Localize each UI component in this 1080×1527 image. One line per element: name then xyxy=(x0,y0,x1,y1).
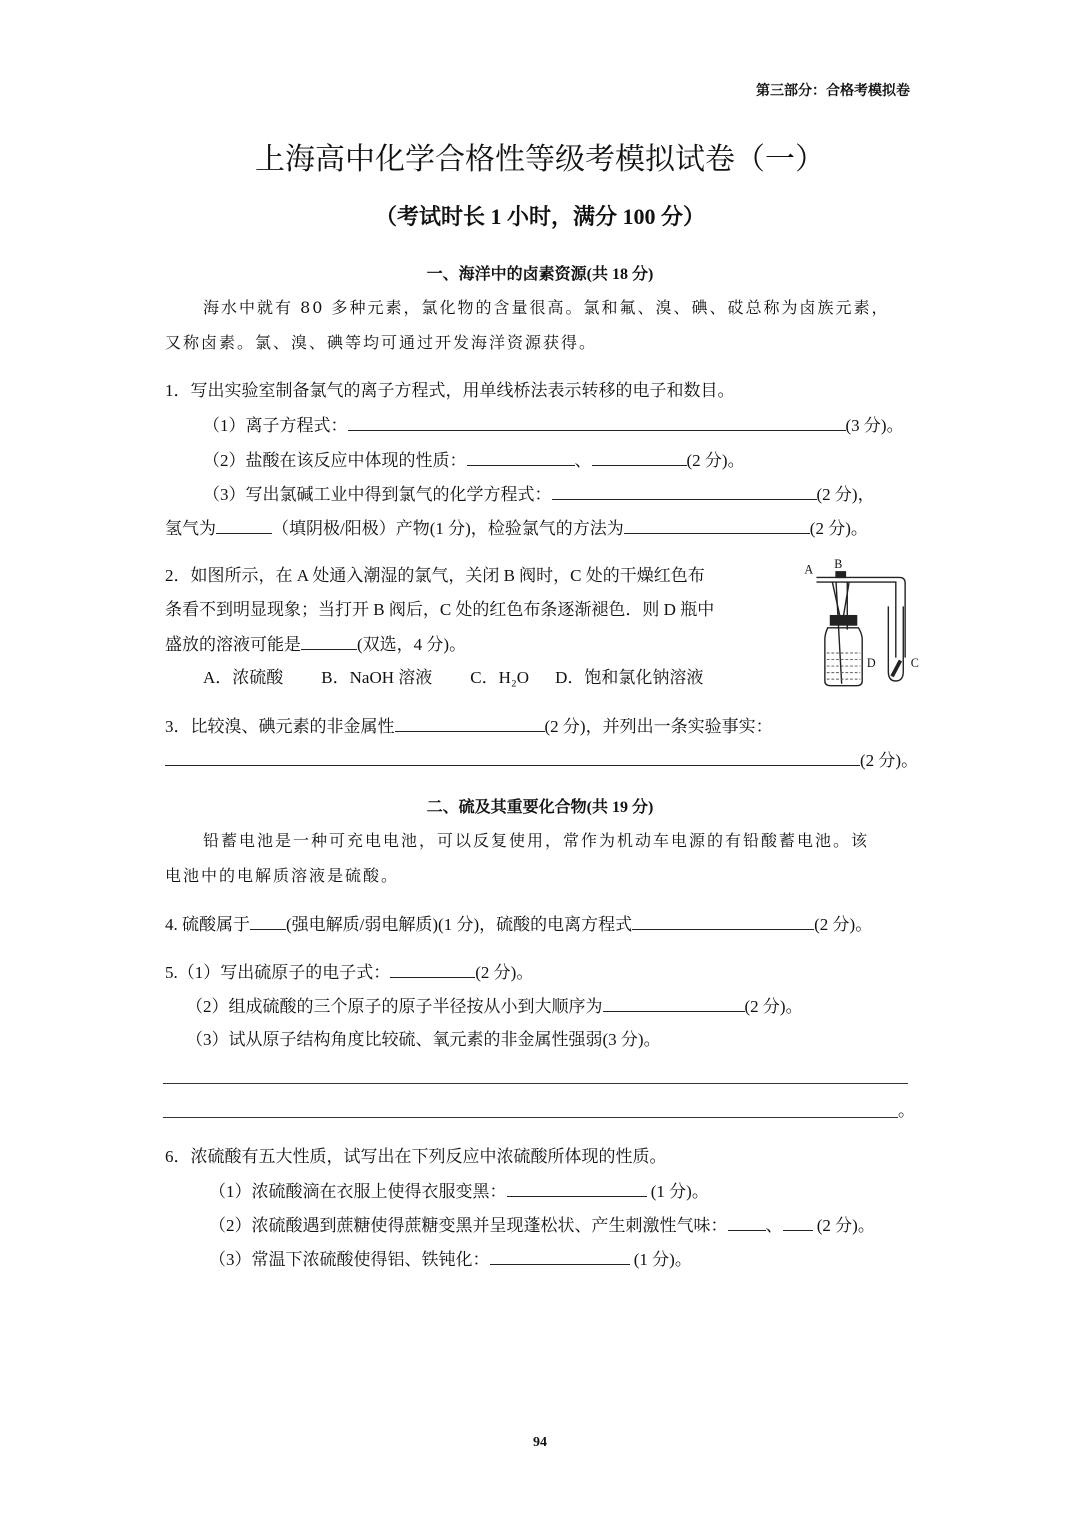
answer-line[interactable] xyxy=(163,1083,908,1084)
text: 盛放的溶液可能是 xyxy=(165,635,301,654)
section-2-heading: 二、硫及其重要化合物(共 19 分) xyxy=(426,799,654,816)
label-a: A xyxy=(804,562,814,577)
question-5-part2 xyxy=(186,995,803,1018)
separator: 、 xyxy=(574,451,592,470)
question-2-line2: 条看不到明显现象；当打开 B 阀后，C 处的红色布条逐渐褪色．则 D 瓶中 xyxy=(165,600,715,619)
question-1: 1．写出实验室制备氯气的离子方程式，用单线桥法表示转移的电子和数目。 xyxy=(165,381,735,400)
period: 。 xyxy=(898,1101,915,1120)
text: 氢气为 xyxy=(165,519,216,538)
question-2-line3 xyxy=(165,633,466,656)
q1a-text: （1）离子方程式： xyxy=(203,416,348,435)
question-6-part3 xyxy=(209,1248,692,1271)
s1-intro-1: 海水中就有 80 多种元素，氯化物的含量很高。氯和氟、溴、碘、砹总称为卤族元素， xyxy=(203,298,890,317)
label-c: C xyxy=(910,656,919,670)
answer-blank[interactable] xyxy=(395,715,545,732)
answer-blank[interactable] xyxy=(603,995,745,1012)
text: （1）浓硫酸滴在衣服上使得衣服变黑： xyxy=(209,1182,507,1201)
q1c-text: （3）写出氯碱工业中得到氯气的化学方程式： xyxy=(203,485,552,504)
page-subtitle: （考试时长 1 小时，满分 100 分） xyxy=(374,204,705,229)
s1-intro-2: 又称卤素。氯、溴、碘等均可通过开发海洋资源获得。 xyxy=(165,333,598,352)
question-6-part2 xyxy=(209,1214,875,1237)
s2-intro-1: 铅蓄电池是一种可充电电池，可以反复使用，常作为机动车电源的有铅酸蓄电池。该 xyxy=(203,831,870,850)
q1-part3-cont xyxy=(165,517,868,540)
q1b-text: （2）盐酸在该反应中体现的性质： xyxy=(203,451,467,470)
question-3-answer xyxy=(165,749,918,772)
text: （2）浓硫酸遇到蔗糖使得蔗糖变黑并呈现蓬松状、产生刺激性气味： xyxy=(209,1216,728,1235)
answer-blank[interactable] xyxy=(165,749,860,766)
answer-blank[interactable] xyxy=(390,961,475,978)
answer-blank[interactable] xyxy=(216,517,272,534)
score: (1 分)。 xyxy=(646,1182,709,1201)
text: （2）组成硫酸的三个原子的原子半径按从小到大顺序为 xyxy=(186,997,603,1016)
gas-washing-apparatus-diagram xyxy=(795,555,935,695)
score: (2 分)。 xyxy=(475,963,534,982)
text: （3）常温下浓硫酸使得铝、铁钝化： xyxy=(209,1250,490,1269)
text: 3．比较溴、碘元素的非金属性 xyxy=(165,717,395,736)
score: (3 分)。 xyxy=(845,416,904,435)
text: (2 分)，并列出一条实验事实： xyxy=(544,717,773,736)
section-1-heading: 一、海洋中的卤素资源(共 18 分) xyxy=(426,266,654,283)
q1-part3 xyxy=(203,483,875,506)
score: (1 分)。 xyxy=(629,1250,692,1269)
text: （填阴极/阳极）产物(1 分)，检验氯气的方法为 xyxy=(272,519,624,538)
score: (2 分)。 xyxy=(809,519,868,538)
answer-blank[interactable] xyxy=(552,483,817,500)
question-4 xyxy=(165,913,872,936)
score: (2 分)。 xyxy=(686,451,745,470)
text: 5.（1）写出硫原子的电子式： xyxy=(165,963,391,982)
answer-blank[interactable] xyxy=(728,1214,766,1231)
score: (2 分)。 xyxy=(860,751,919,770)
question-6: 6．浓硫酸有五大性质，试写出在下列反应中浓硫酸所体现的性质。 xyxy=(165,1147,667,1166)
answer-blank[interactable] xyxy=(467,449,575,466)
option-c[interactable]: C．H₂O xyxy=(470,668,530,687)
score: (2 分)。 xyxy=(812,1216,875,1235)
q1-part1 xyxy=(203,414,904,437)
question-6-part1 xyxy=(209,1180,709,1203)
answer-blank[interactable] xyxy=(348,414,846,431)
answer-blank[interactable] xyxy=(301,633,357,650)
answer-line[interactable] xyxy=(163,1117,898,1118)
answer-blank[interactable] xyxy=(632,913,814,930)
answer-blank[interactable] xyxy=(507,1180,647,1197)
question-2-line1: 2．如图所示，在 A 处通入潮湿的氯气，关闭 B 阀时，C 处的干燥红色布 xyxy=(165,566,705,585)
running-header: 第三部分：合格考模拟卷 xyxy=(756,82,910,98)
answer-blank[interactable] xyxy=(783,1214,813,1231)
separator: 、 xyxy=(765,1216,783,1235)
text: (强电解质/弱电解质)(1 分)，硫酸的电离方程式 xyxy=(286,915,633,934)
score: (2 分)， xyxy=(816,485,875,504)
score: (2 分)。 xyxy=(744,997,803,1016)
text: 4. 硫酸属于 xyxy=(165,915,250,934)
question-5-part1 xyxy=(165,961,533,984)
q1-part2 xyxy=(203,449,745,472)
label-b: B xyxy=(834,557,843,572)
option-b[interactable]: B．NaOH 溶液 xyxy=(321,668,433,687)
answer-blank[interactable] xyxy=(624,517,810,534)
option-d[interactable]: D．饱和氯化钠溶液 xyxy=(555,668,704,687)
page-number: 94 xyxy=(533,1435,547,1450)
score: (2 分)。 xyxy=(814,915,873,934)
answer-blank[interactable] xyxy=(490,1248,630,1265)
text: (双选，4 分)。 xyxy=(357,635,467,654)
question-5-part3: （3）试从原子结构角度比较硫、氧元素的非金属性强弱(3 分)。 xyxy=(186,1030,661,1049)
option-a[interactable]: A．浓硫酸 xyxy=(203,668,284,687)
q2-options xyxy=(203,667,703,689)
answer-blank[interactable] xyxy=(592,449,687,466)
label-d: D xyxy=(866,656,876,670)
s2-intro-2: 电池中的电解质溶液是硫酸。 xyxy=(165,866,400,885)
answer-blank[interactable] xyxy=(250,913,286,930)
question-3 xyxy=(165,715,773,738)
page-title: 上海高中化学合格性等级考模拟试卷（一） xyxy=(255,143,825,176)
